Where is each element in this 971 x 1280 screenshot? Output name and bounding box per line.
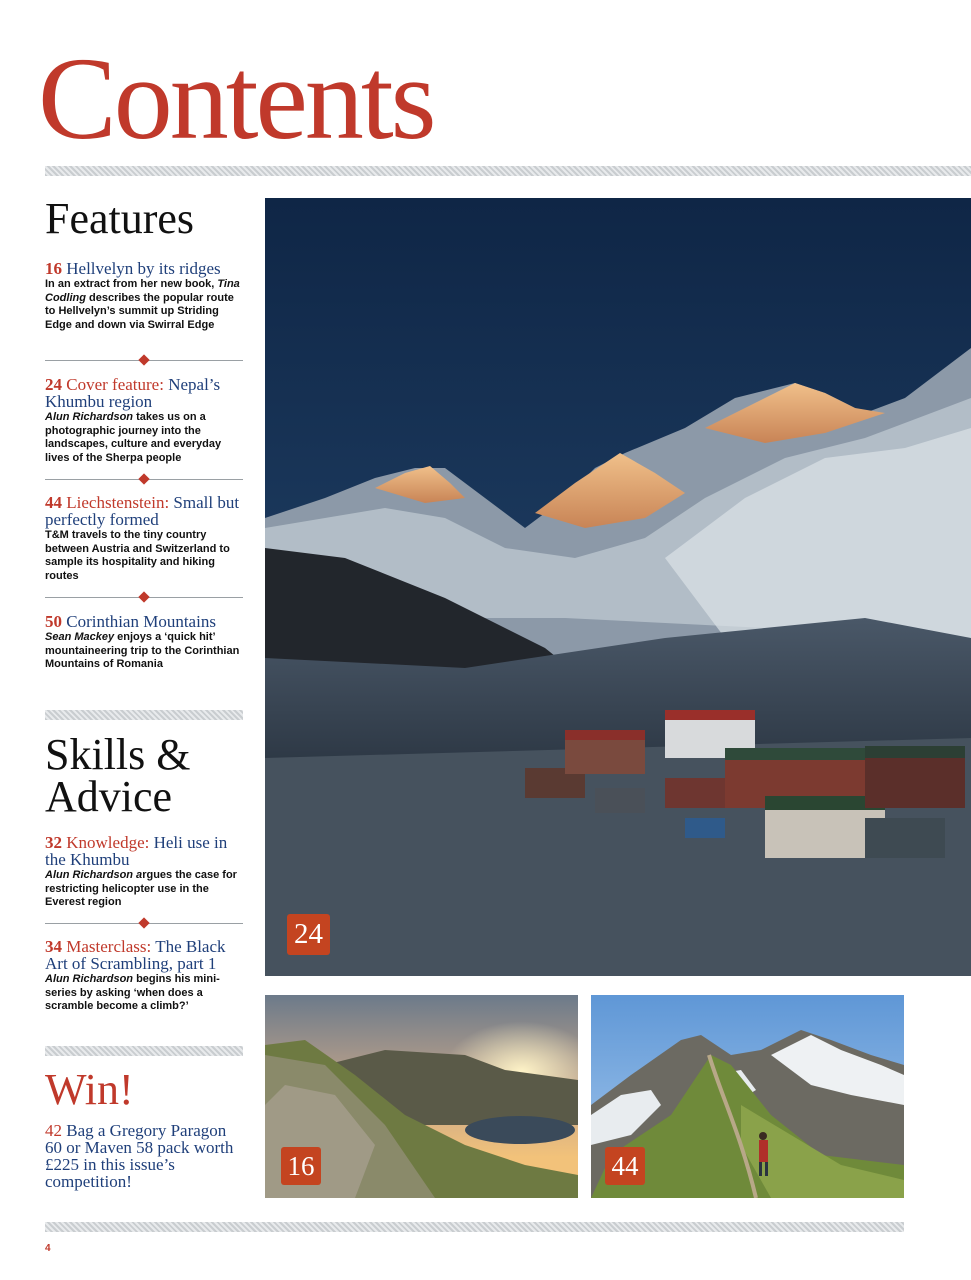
entry-number: 16	[45, 259, 62, 278]
entry-desc: takes us on a photographic journey into the landscapes, culture and everyday lives of the Sherpa people	[45, 411, 222, 464]
skills-entry-32[interactable]	[45, 834, 245, 910]
win-heading: Win!	[45, 1065, 134, 1114]
entry-author: Sean Mackey	[45, 631, 115, 643]
feature-entry-24[interactable]	[45, 376, 245, 465]
entry-author: Alun Richardson	[45, 973, 134, 985]
khumbu-landscape-image	[265, 198, 971, 976]
photo-hellvelyn[interactable]	[265, 995, 578, 1198]
entry-title: The Black Art of Scrambling, part 1	[45, 937, 226, 973]
win-entry[interactable]	[45, 1122, 245, 1190]
entry-author: Tina Codling	[45, 278, 240, 304]
entry-title: Hellvelyn by its ridges	[66, 259, 221, 278]
entry-number: 24	[45, 375, 62, 394]
features-heading: Features	[45, 194, 195, 243]
entry-number: 32	[45, 833, 62, 852]
photo-liechtenstein[interactable]	[591, 995, 904, 1198]
skills-heading-line2: Advice	[45, 771, 173, 821]
entry-desc: T&M travels to the tiny country between Austria and Switzerland to sample its hospitality and hiking routes	[45, 529, 230, 582]
section-rule	[45, 710, 243, 720]
entry-desc: enjoys a ‘quick hit’ mountaineering trip to the Corinthian Mountains of Romania	[45, 631, 240, 670]
feature-entry-16[interactable]	[45, 260, 245, 332]
page-badge-24: 24	[287, 914, 330, 955]
entry-desc: In an extract from her new book,	[45, 278, 218, 290]
entry-number: 50	[45, 612, 62, 631]
entry-category: Masterclass:	[66, 937, 152, 956]
entry-title: Corinthian Mountains	[66, 612, 216, 631]
section-rule	[45, 1046, 243, 1056]
skills-heading	[45, 730, 191, 821]
entry-desc: describes the popular route to Hellvelyn’s summit up Striding Edge and down via Swirral Edge	[45, 291, 234, 331]
main-photo-khumbu[interactable]	[265, 198, 971, 976]
footer-rule	[45, 1222, 904, 1232]
page-badge-44: 44	[605, 1147, 645, 1185]
entry-category: Knowledge:	[66, 833, 150, 852]
win-text: Bag a Gregory Paragon 60 or Maven 58 pack worth £225 in this issue’s competition!	[45, 1121, 234, 1191]
entry-title: Heli use in the Khumbu	[45, 833, 228, 869]
title-rule	[45, 166, 971, 176]
divider-diamond	[138, 473, 149, 484]
entry-desc: begins his mini-series by asking ‘when does a scramble become a climb?’	[45, 973, 220, 1012]
entry-number: 44	[45, 493, 62, 512]
entry-title: Nepal’s Khumbu region	[45, 375, 221, 411]
page-number: 4	[45, 1243, 51, 1254]
divider-diamond	[138, 354, 149, 365]
entry-number: 42	[45, 1121, 62, 1140]
feature-entry-44[interactable]	[45, 494, 245, 583]
entry-author: Alun Richardson a	[45, 869, 143, 881]
entry-author: Alun Richardson	[45, 411, 134, 423]
skills-heading-line1: Skills &	[45, 730, 191, 779]
entry-title: Small but perfectly formed	[45, 493, 240, 529]
divider-diamond	[138, 917, 149, 928]
entry-category: Cover feature:	[66, 375, 164, 394]
page-title: Contents	[38, 33, 434, 164]
feature-entry-50[interactable]	[45, 613, 245, 672]
entry-desc: rgues the case for restricting helicopter use in the Everest region	[45, 869, 237, 908]
divider-diamond	[138, 591, 149, 602]
skills-entry-34[interactable]	[45, 938, 245, 1014]
entry-category: Liechstenstein:	[66, 493, 170, 512]
page-badge-16: 16	[281, 1147, 321, 1185]
entry-number: 34	[45, 937, 62, 956]
